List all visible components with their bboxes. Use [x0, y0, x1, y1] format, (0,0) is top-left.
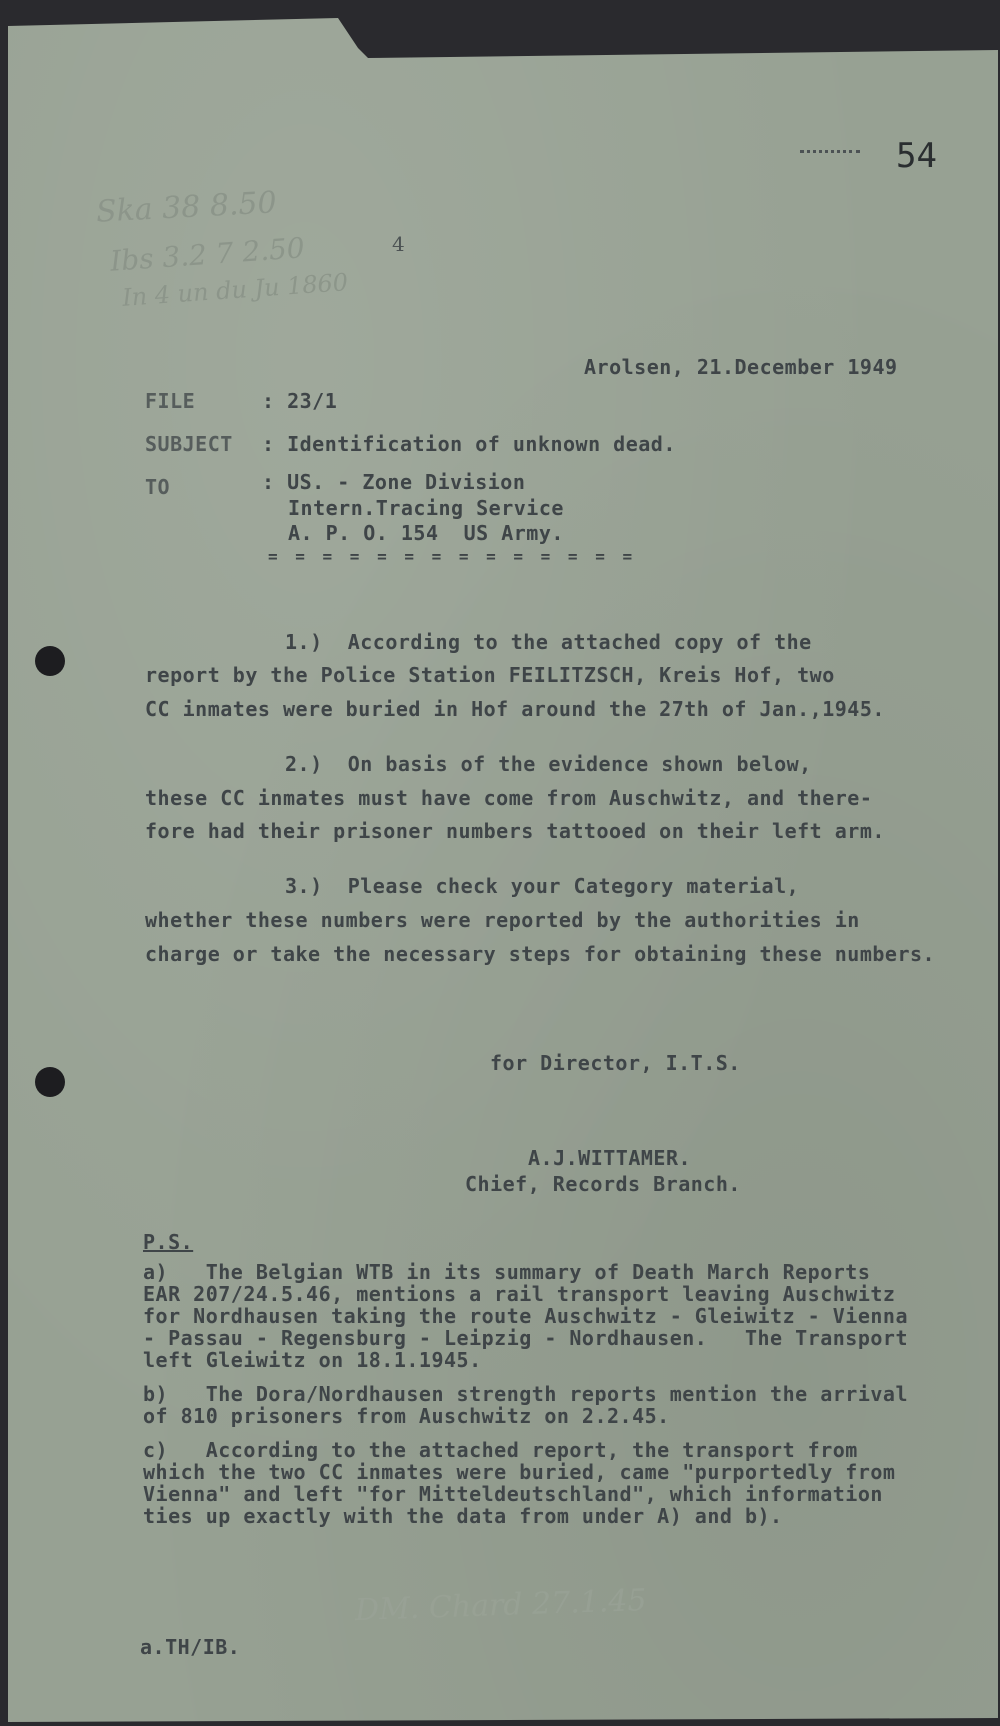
- handwritten-note-line2: Ibs 3.2 7 2.50: [109, 231, 306, 278]
- file-label: FILE: [145, 389, 196, 413]
- handwritten-number-four: 4: [392, 232, 405, 256]
- ps-a-line-4: - Passau - Regensburg - Leipzig - Nordhausen. The Transport: [143, 1326, 909, 1350]
- to-line-3: A. P. O. 154 US Army.: [288, 521, 564, 545]
- paragraph-2-line-2: these CC inmates must have come from Auschwitz, and there-: [145, 786, 873, 810]
- address-separator: = = = = = = = = = = = = = =: [268, 547, 637, 566]
- punch-hole-bottom: [35, 1067, 65, 1097]
- ps-b-line-2: of 810 prisoners from Auschwitz on 2.2.45.: [143, 1404, 670, 1428]
- handwritten-footer-note: DM. Chard 27.1.45: [354, 1582, 648, 1629]
- ps-c-line-3: Vienna" and left "for Mitteldeutschland", which information: [143, 1482, 883, 1506]
- subject-label: SUBJECT: [145, 432, 233, 456]
- page-mark-dashes: [800, 150, 860, 157]
- signature-for-line: for Director, I.T.S.: [490, 1051, 741, 1075]
- file-value: : 23/1: [262, 389, 338, 413]
- document-date: Arolsen, 21.December 1949: [584, 355, 898, 379]
- ps-c-line-4: ties up exactly with the data from under A) and b).: [143, 1504, 783, 1528]
- ps-a-line-1: a) The Belgian WTB in its summary of Death March Reports: [143, 1260, 871, 1284]
- paragraph-2-line-1: 2.) On basis of the evidence shown below,: [285, 752, 812, 776]
- to-label: TO: [145, 475, 171, 499]
- handwritten-note-line1: Ska 38 8.50: [95, 185, 278, 230]
- handwritten-note-line3: In 4 un du Ju 1860: [121, 268, 349, 312]
- ps-c-line-2: which the two CC inmates were buried, came "purportedly from: [143, 1460, 896, 1484]
- paragraph-1-line-3: CC inmates were buried in Hof around the 27th of Jan.,1945.: [145, 697, 885, 721]
- ps-b-line-1: b) The Dora/Nordhausen strength reports mention the arrival: [143, 1382, 909, 1406]
- ps-a-line-3: for Nordhausen taking the route Auschwitz - Gleiwitz - Vienna: [143, 1304, 909, 1328]
- paragraph-1-line-2: report by the Police Station FEILITZSCH, Kreis Hof, two: [145, 663, 835, 687]
- ps-c-line-1: c) According to the attached report, the transport from: [143, 1438, 858, 1462]
- subject-value: : Identification of unknown dead.: [262, 432, 676, 456]
- signatory-name: A.J.WITTAMER.: [528, 1146, 692, 1170]
- typist-initials: a.TH/IB.: [140, 1635, 241, 1659]
- page-number: 54: [896, 136, 937, 176]
- paragraph-3-line-3: charge or take the necessary steps for obtaining these numbers.: [145, 942, 936, 966]
- paragraph-3-line-2: whether these numbers were reported by the authorities in: [145, 908, 860, 932]
- ps-heading: P.S.: [143, 1230, 194, 1254]
- ps-a-line-5: left Gleiwitz on 18.1.1945.: [143, 1348, 482, 1372]
- paragraph-2-line-3: fore had their prisoner numbers tattooed on their left arm.: [145, 819, 885, 843]
- to-line-2: Intern.Tracing Service: [288, 496, 564, 520]
- paragraph-3-line-1: 3.) Please check your Category material,: [285, 874, 800, 898]
- punch-hole-top: [35, 646, 65, 676]
- ps-a-line-2: EAR 207/24.5.46, mentions a rail transport leaving Auschwitz: [143, 1282, 896, 1306]
- to-line-1: : US. - Zone Division: [262, 470, 526, 494]
- paragraph-1-line-1: 1.) According to the attached copy of the: [285, 630, 812, 654]
- signatory-title: Chief, Records Branch.: [465, 1172, 741, 1196]
